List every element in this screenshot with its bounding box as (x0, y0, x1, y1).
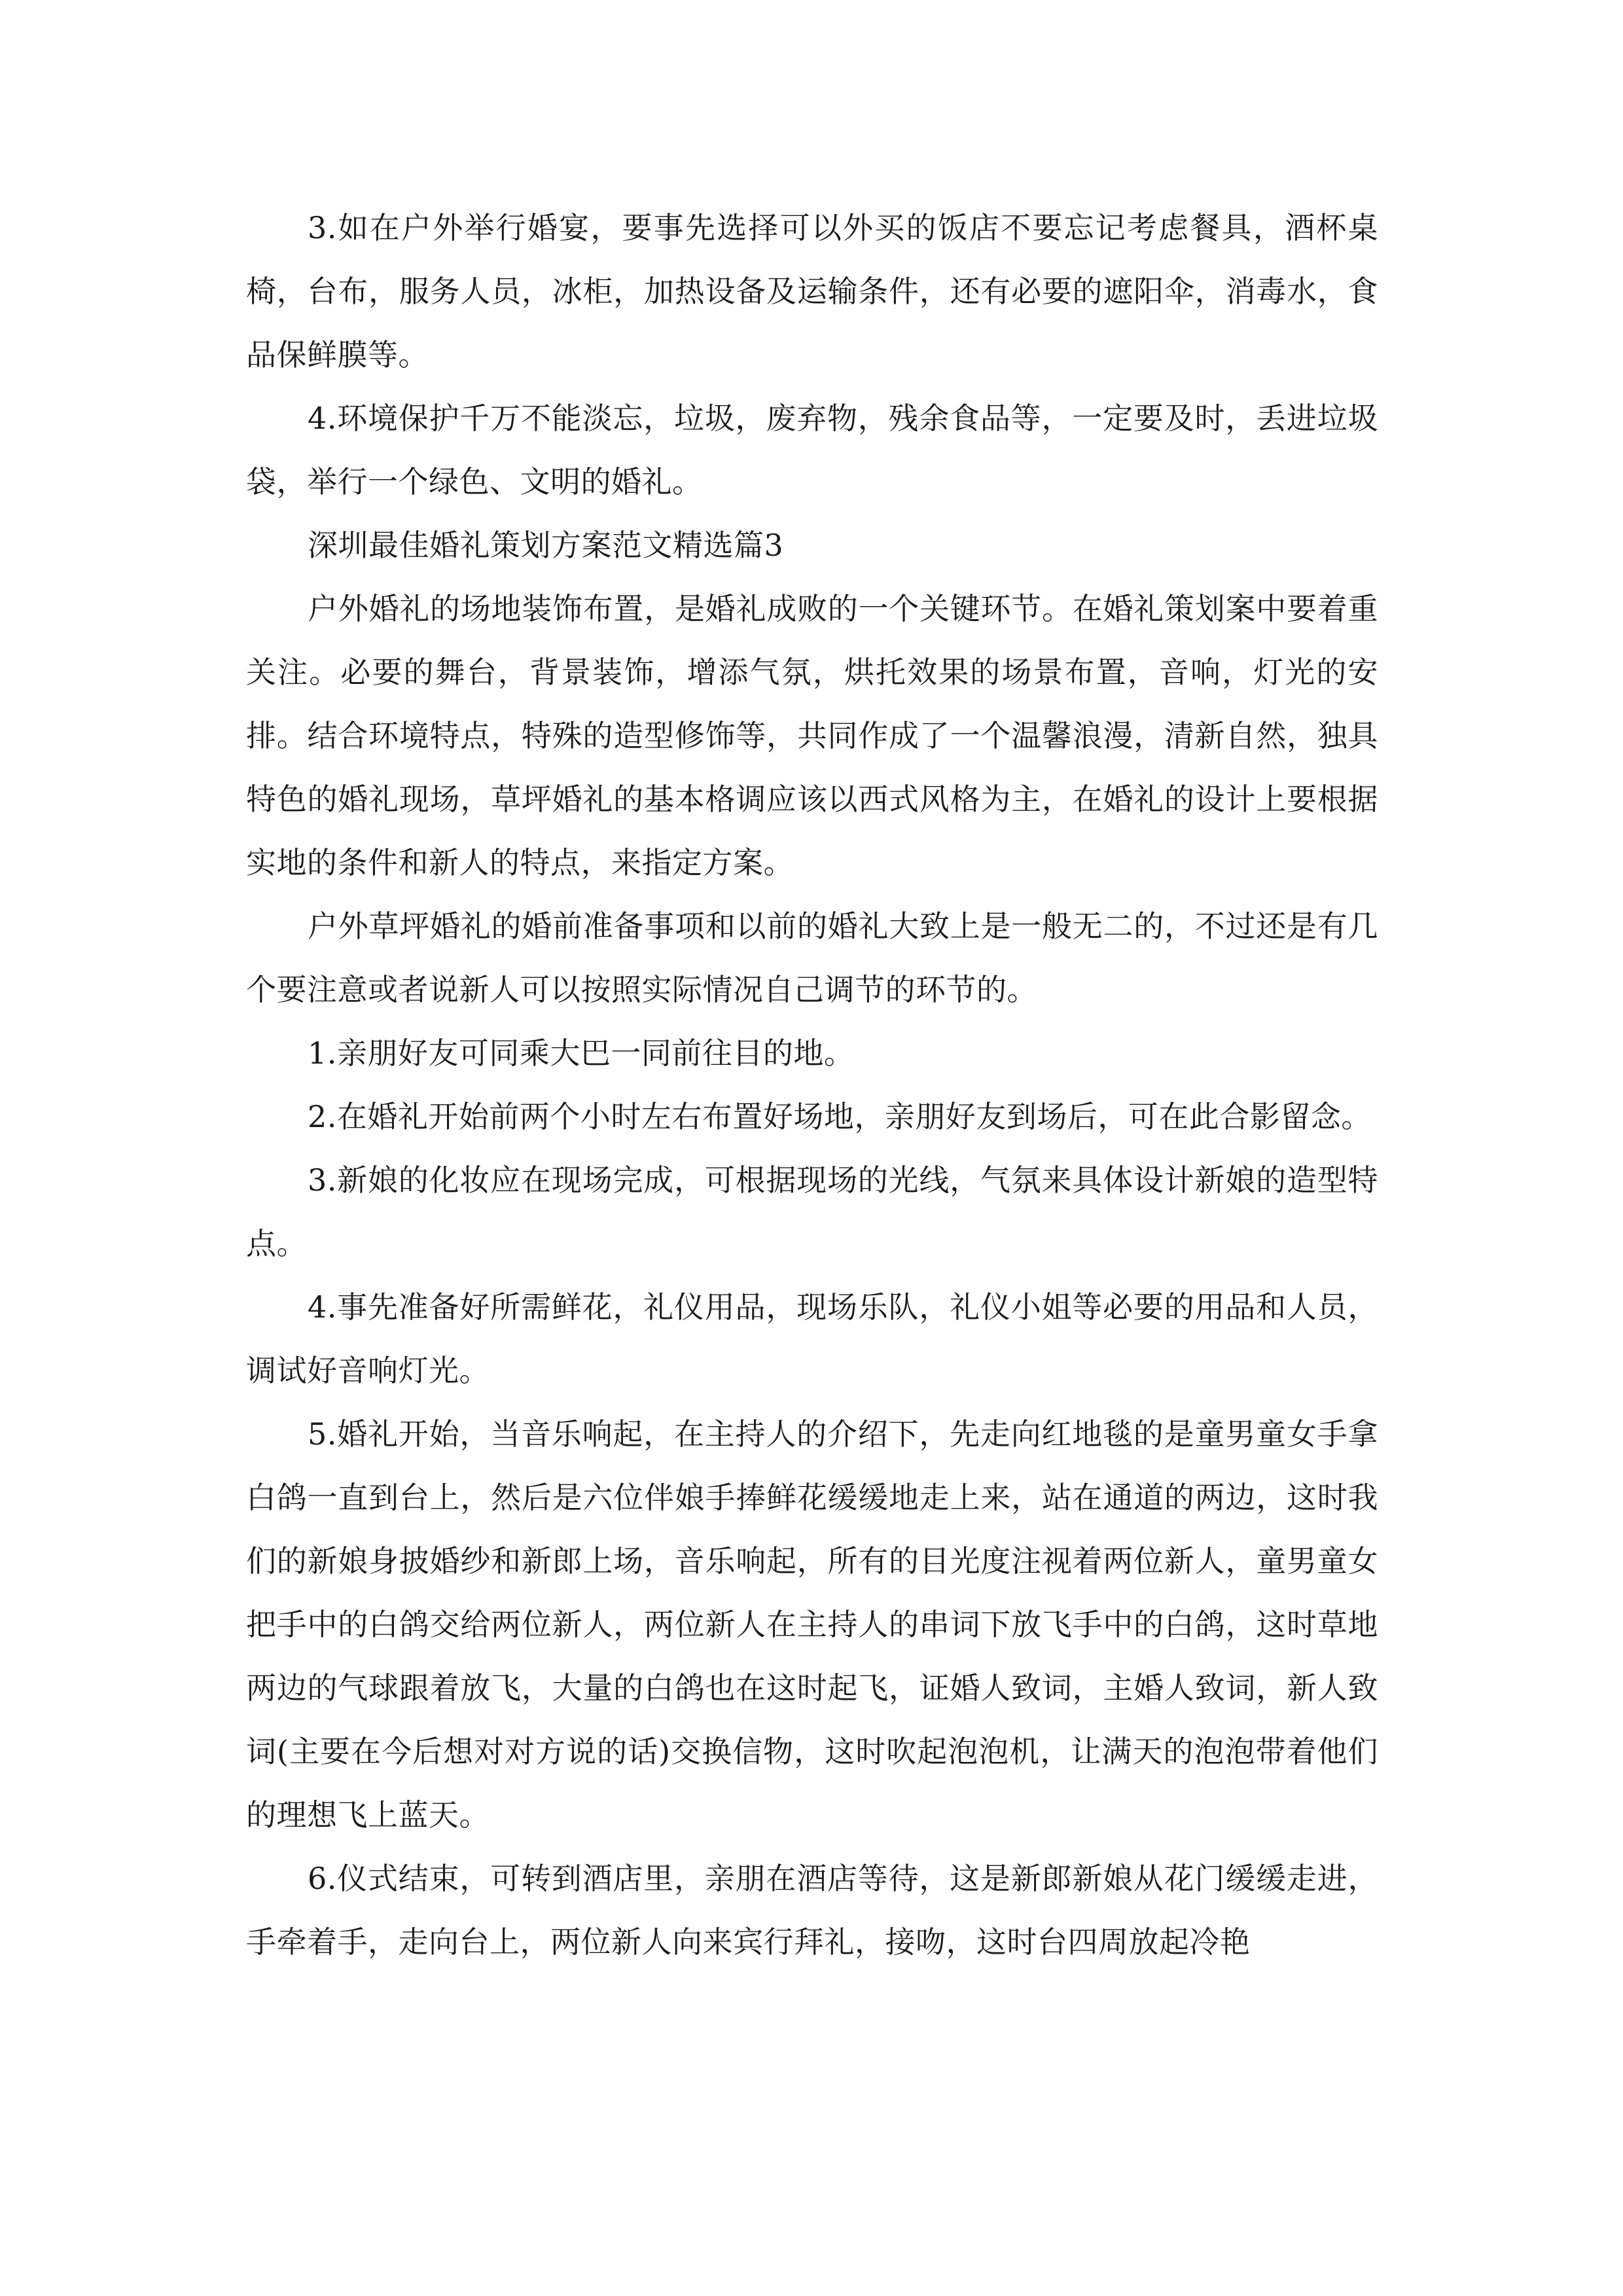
list-item-4: 4.事先准备好所需鲜花，礼仪用品，现场乐队，礼仪小姐等必要的用品和人员，调试好音响灯光。 (246, 1289, 1378, 1388)
paragraph-environmental-protection: 4.环境保护千万不能淡忘，垃圾，废弃物，残余食品等，一定要及时，丢进垃圾袋，举行一个绿色、文明的婚礼。 (246, 401, 1378, 499)
list-item-5: 5.婚礼开始，当音乐响起，在主持人的介绍下，先走向红地毯的是童男童女手拿白鸽一直到台上，然后是六位伴娘手捧鲜花缓缓地走上来，站在通道的两边，这时我们的新娘身披婚纱和新郎上场，音乐响起，所有的目光度注视着两位新人，童男童女把手中的白鸽交给两位新人，两位新人在主持人的串词下放飞手中的白鸽，这时草地两边的气球跟着放飞，大量的白鸽也在这时起飞，证婚人致词，主婚人致词，新人致词(主要在今后想对对方说的话)交换信物，这时吹起泡泡机，让满天的泡泡带着他们的理想飞上蓝天。 (246, 1416, 1378, 1833)
paragraph-venue-decoration: 户外婚礼的场地装饰布置，是婚礼成败的一个关键环节。在婚礼策划案中要着重关注。必要的舞台，背景装饰，增添气氛，烘托效果的场景布置，音响，灯光的安排。结合环境特点，特殊的造型修饰等，共同作成了一个温馨浪漫，清新自然，独具特色的婚礼现场，草坪婚礼的基本格调应该以西式风格为主，在婚礼的设计上要根据实地的条件和新人的特点，来指定方案。 (246, 591, 1378, 880)
paragraph-lawn-wedding-prep: 户外草坪婚礼的婚前准备事项和以前的婚礼大致上是一般无二的，不过还是有几个要注意或者说新人可以按照实际情况自己调节的环节的。 (246, 908, 1378, 1007)
list-item-3: 3.新娘的化妆应在现场完成，可根据现场的光线，气氛来具体设计新娘的造型特点。 (246, 1162, 1378, 1261)
paragraph-outdoor-banquet: 3.如在户外举行婚宴，要事先选择可以外买的饭店不要忘记考虑餐具，酒杯桌椅，台布，服务人员，冰柜，加热设备及运输条件，还有必要的遮阳伞，消毒水，食品保鲜膜等。 (246, 210, 1378, 372)
list-item-6: 6.仪式结束，可转到酒店里，亲朋在酒店等待，这是新郎新娘从花门缓缓走进，手牵着手，走向台上，两位新人向来宾行拜礼，接吻，这时台四周放起冷艳 (246, 1861, 1378, 1960)
list-item-1: 1.亲朋好友可同乘大巴一同前往目的地。 (308, 1035, 855, 1071)
section-heading: 深圳最佳婚礼策划方案范文精选篇3 (308, 528, 784, 563)
document-body (246, 196, 1378, 1974)
list-item-2: 2.在婚礼开始前两个小时左右布置好场地，亲朋好友到场后，可在此合影留念。 (308, 1099, 1372, 1134)
